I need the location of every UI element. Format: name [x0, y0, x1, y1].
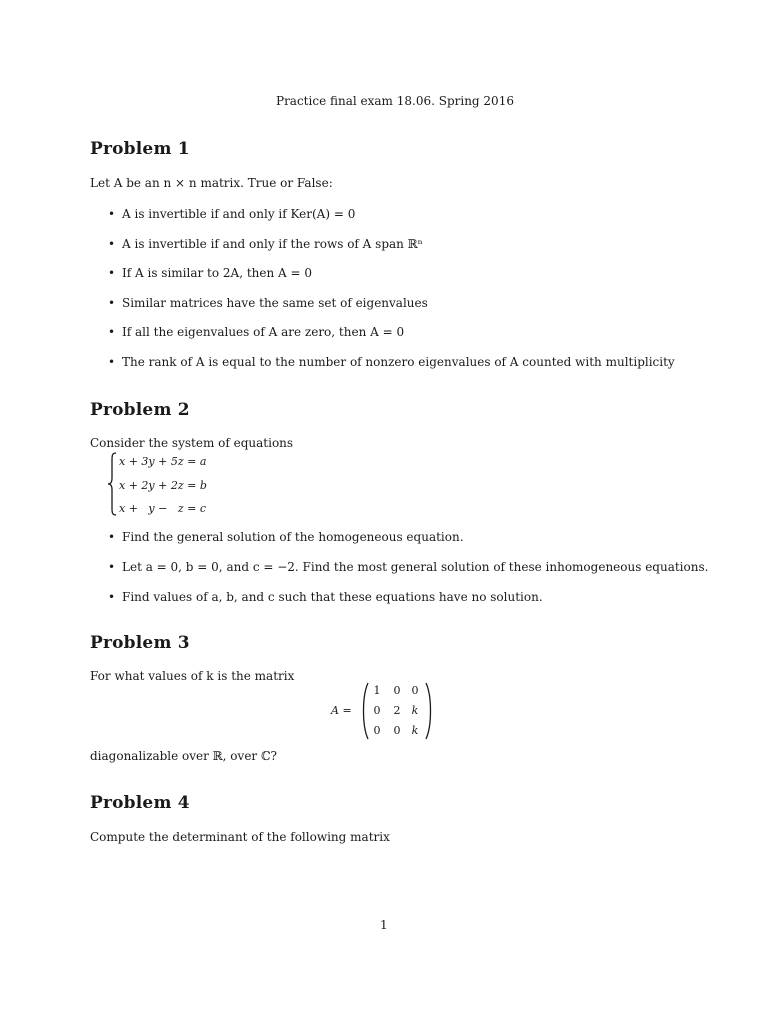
bullet-icon: •	[108, 237, 116, 251]
problem-1-intro: Let A be an n × n matrix. True or False:	[90, 176, 333, 190]
problem-1-heading: Problem 1	[90, 139, 190, 159]
equation-2: x + 2y + 2z = b	[119, 479, 207, 492]
bullet-icon: •	[108, 530, 116, 544]
problem-2-item-2: Let a = 0, b = 0, and c = −2. Find the most general solution of these inhomogeneous equations.	[122, 560, 709, 574]
matrix-cell: 0	[373, 724, 381, 737]
problem-1-item-5: If all the eigenvalues of A are zero, then A = 0	[122, 325, 405, 339]
matrix-cell: 0	[411, 684, 419, 697]
equation-1: x + 3y + 5z = a	[119, 455, 207, 468]
page-number: 1	[380, 918, 388, 932]
bullet-icon: •	[108, 207, 116, 221]
left-brace-icon	[106, 452, 118, 516]
bullet-icon: •	[108, 266, 116, 280]
problem-3-heading: Problem 3	[90, 633, 190, 653]
problem-2-item-3: Find values of a, b, and c such that these equations have no solution.	[122, 590, 543, 604]
problem-1-item-3: If A is similar to 2A, then A = 0	[122, 266, 313, 280]
problem-2-heading: Problem 2	[90, 400, 190, 420]
list-item	[108, 590, 543, 604]
list-item	[108, 530, 464, 544]
bullet-icon: •	[108, 296, 116, 310]
bullet-icon: •	[108, 560, 116, 574]
matrix-cell: 1	[373, 684, 381, 697]
problem-4-heading: Problem 4	[90, 793, 190, 813]
matrix-cell: 0	[373, 704, 381, 717]
problem-1-item-1: A is invertible if and only if Ker(A) = 0	[122, 207, 356, 221]
list-item	[108, 207, 355, 221]
list-item	[108, 296, 428, 310]
list-item	[108, 560, 708, 574]
bullet-icon: •	[108, 590, 116, 604]
problem-1-item-2: A is invertible if and only if the rows of A span ℝⁿ	[122, 237, 423, 251]
equation-3: x + y − z = c	[119, 502, 206, 515]
matrix-cell: 0	[393, 724, 401, 737]
problem-2-intro: Consider the system of equations	[90, 436, 294, 450]
list-item	[108, 266, 312, 280]
matrix-cell: k	[411, 724, 419, 737]
bullet-icon: •	[108, 355, 116, 369]
problem-3-outro: diagonalizable over ℝ, over ℂ?	[90, 749, 277, 763]
right-paren-icon	[424, 682, 434, 740]
problem-1-item-4: Similar matrices have the same set of eigenvalues	[122, 296, 428, 310]
matrix-cell: 0	[393, 684, 401, 697]
list-item	[108, 325, 404, 339]
problem-3-intro: For what values of k is the matrix	[90, 669, 295, 683]
problem-1-item-6: The rank of A is equal to the number of nonzero eigenvalues of A counted with multiplicity	[122, 355, 675, 369]
matrix-cell: k	[411, 704, 419, 717]
problem-2-item-1: Find the general solution of the homogeneous equation.	[122, 530, 464, 544]
list-item	[108, 237, 423, 251]
bullet-icon: •	[108, 325, 116, 339]
list-item	[108, 355, 675, 369]
problem-4-intro: Compute the determinant of the following matrix	[90, 830, 390, 844]
document-title: Practice final exam 18.06. Spring 2016	[276, 94, 514, 108]
matrix-cell: 2	[393, 704, 401, 717]
matrix-label: A =	[331, 704, 352, 717]
